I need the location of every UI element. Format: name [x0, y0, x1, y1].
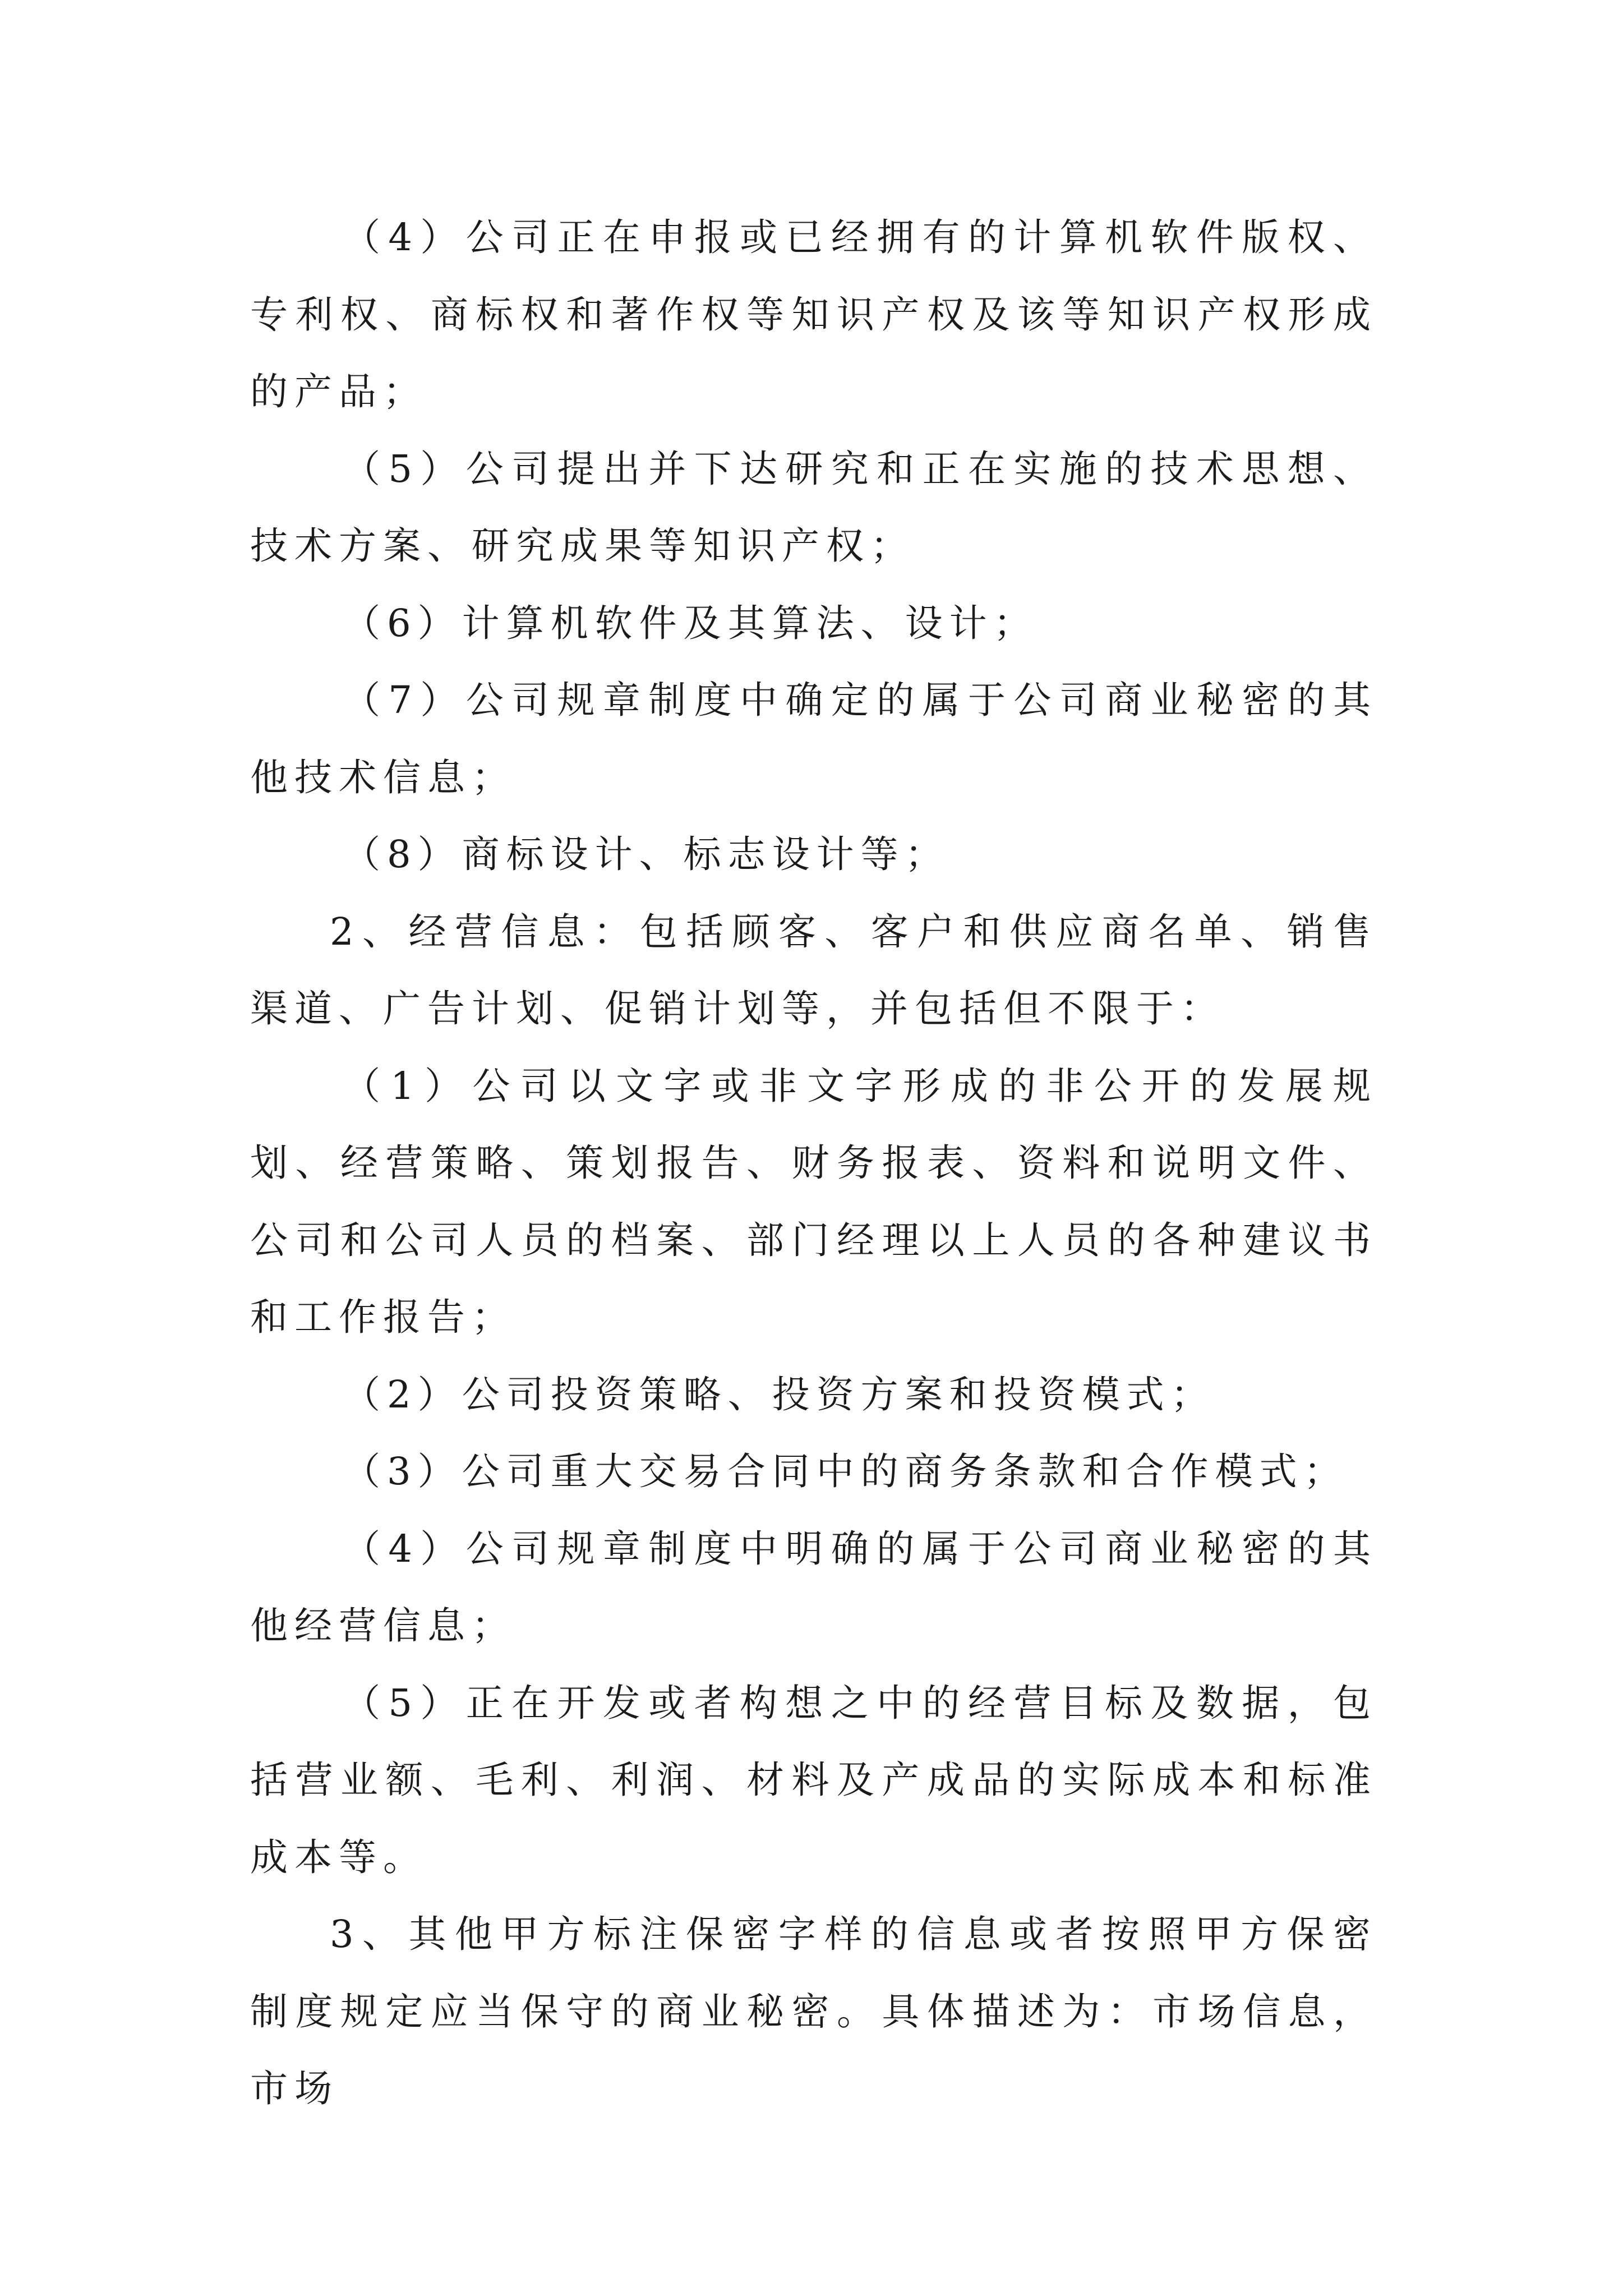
- paragraph-software-algorithms: （6）计算机软件及其算法、设计；: [343, 601, 1038, 645]
- section-business-information: 2、经营信息：包括顾客、客户和供应商名单、销售渠道、广告计划、促销计划等，并包括但不限于：: [250, 909, 1377, 1030]
- paragraph-research-ip: （5）公司提出并下达研究和正在实施的技术思想、技术方案、研究成果等知识产权；: [250, 447, 1377, 568]
- paragraph-software-ip-products: （4）公司正在申报或已经拥有的计算机软件版权、专利权、商标权和著作权等知识产权及该等知识产权形成的产品；: [250, 215, 1377, 413]
- paragraph-contract-terms: （3）公司重大交易合同中的商务条款和合作模式；: [343, 1450, 1348, 1493]
- section-other-confidential-info: 3、其他甲方标注保密字样的信息或者按照甲方保密制度规定应当保守的商业秘密。具体描述为：市场信息，市场: [250, 1912, 1377, 2110]
- paragraph-other-business-info: （4）公司规章制度中明确的属于公司商业秘密的其他经营信息；: [250, 1526, 1377, 1648]
- document-body: [250, 199, 1377, 2128]
- paragraph-business-targets: （5）正在开发或者构想之中的经营目标及数据，包括营业额、毛利、利润、材料及产成品的实际成本和标准成本等。: [250, 1681, 1377, 1879]
- paragraph-non-public-plans: （1）公司以文字或非文字形成的非公开的发展规划、经营策略、策划报告、财务报表、资料和说明文件、公司和公司人员的档案、部门经理以上人员的各种建议书和工作报告；: [250, 1064, 1377, 1339]
- paragraph-other-technical-info: （7）公司规章制度中确定的属于公司商业秘密的其他技术信息；: [250, 678, 1377, 799]
- paragraph-investment-strategy: （2）公司投资策略、投资方案和投资模式；: [343, 1372, 1215, 1416]
- paragraph-trademark-design: （8）商标设计、标志设计等；: [343, 832, 949, 876]
